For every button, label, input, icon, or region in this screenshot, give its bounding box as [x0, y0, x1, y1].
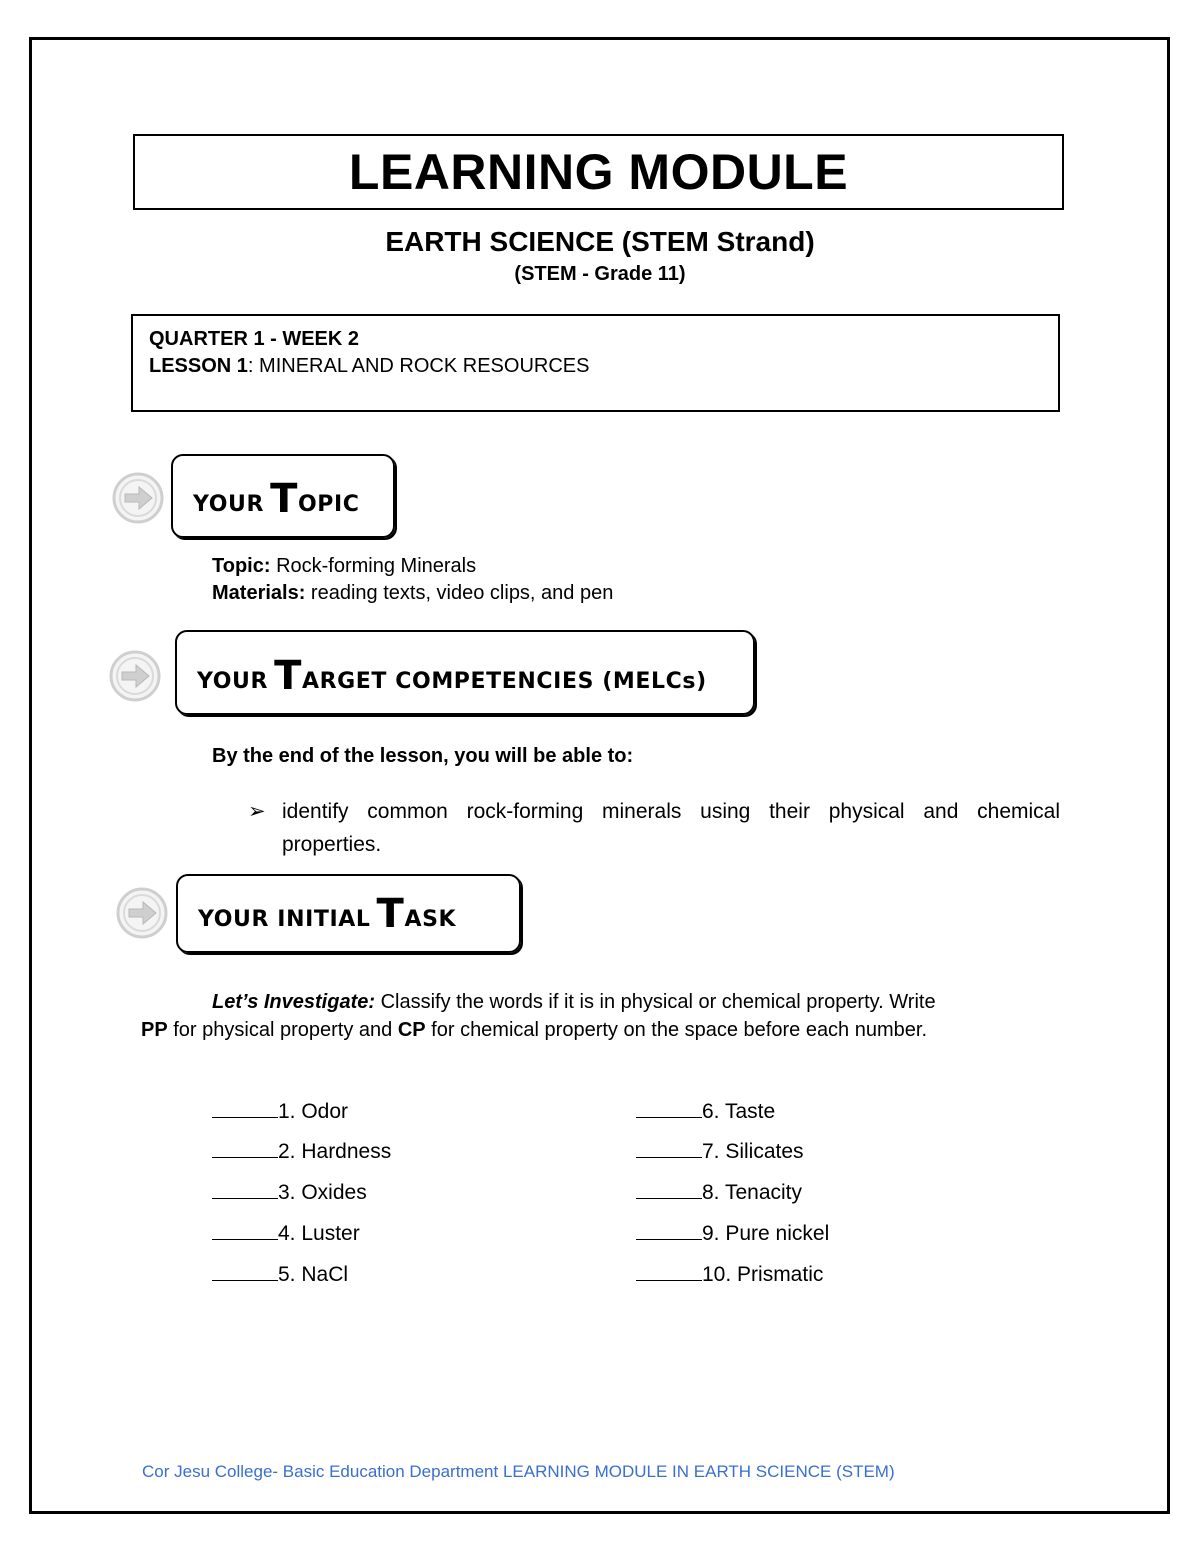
list-item [212, 1220, 360, 1246]
bullet-arrow-icon: ➢ [248, 800, 266, 823]
list-item [636, 1179, 802, 1205]
answer-blank[interactable] [212, 1138, 278, 1158]
list-item [212, 1138, 391, 1164]
instr-line-2 [141, 1016, 1061, 1044]
list-item [212, 1179, 367, 1205]
title-box [133, 134, 1064, 210]
topic-line [212, 553, 476, 580]
answer-blank[interactable] [636, 1098, 702, 1118]
list-item [212, 1261, 348, 1287]
list-item [636, 1261, 823, 1287]
topic-label: Topic: [212, 555, 271, 577]
head-topic-pre: YOUR [193, 492, 265, 517]
quarter-box [131, 314, 1060, 412]
head-task-pre: YOUR INITIAL [198, 907, 371, 932]
item-label: 5. NaCl [278, 1263, 349, 1286]
list-item [636, 1138, 804, 1164]
head-task-rest: ASK [404, 907, 457, 932]
item-label: 8. Tenacity [702, 1181, 803, 1204]
objective-item [248, 795, 1060, 861]
section-head-competencies [175, 630, 755, 715]
page-title: LEARNING MODULE [348, 144, 849, 200]
answer-blank[interactable] [636, 1220, 702, 1240]
list-item [212, 1098, 348, 1124]
item-label: 9. Pure nickel [702, 1222, 830, 1245]
instr-line-1 [141, 988, 1061, 1016]
lesson-label: LESSON 1 [149, 355, 248, 377]
instr-italic: Let’s Investigate: [212, 991, 376, 1013]
materials-value: reading texts, video clips, and pen [305, 582, 614, 604]
head-topic-cap: T [270, 476, 298, 522]
answer-blank[interactable] [636, 1138, 702, 1158]
answer-blank[interactable] [212, 1220, 278, 1240]
quarter-week: QUARTER 1 - WEEK 2 [149, 328, 360, 350]
instr-pp: PP [141, 1019, 168, 1041]
item-label: 6. Taste [702, 1100, 776, 1123]
topic-value: Rock-forming Minerals [270, 555, 477, 577]
objective-text: identify common rock-forming minerals using their physical and chemical properties. [282, 800, 1060, 856]
item-label: 4. Luster [278, 1222, 360, 1245]
answer-blank[interactable] [636, 1261, 702, 1281]
instr-text-3: for chemical property on the space before each number. [425, 1019, 928, 1041]
list-item [636, 1098, 775, 1124]
head-comp-rest: ARGET COMPETENCIES (MELCs) [301, 669, 707, 694]
item-label: 10. Prismatic [702, 1263, 824, 1286]
subject-heading: EARTH SCIENCE (STEM Strand) [385, 226, 815, 257]
item-label: 1. Odor [278, 1100, 349, 1123]
instr-cp: CP [397, 1019, 426, 1041]
answer-blank[interactable] [212, 1261, 278, 1281]
section-head-task [176, 874, 521, 953]
competencies-lead: By the end of the lesson, you will be able to: [212, 745, 634, 767]
materials-line [212, 580, 613, 607]
head-topic-rest: OPIC [297, 492, 360, 517]
footer-text: Cor Jesu College- Basic Education Department LEARNING MODULE IN EARTH SCIENCE (STEM) [142, 1462, 895, 1481]
materials-label: Materials: [212, 582, 306, 604]
answer-blank[interactable] [212, 1179, 278, 1199]
head-task-cap: T [376, 891, 405, 937]
section-head-topic [171, 454, 395, 538]
arrow-right-circle-icon [116, 887, 168, 939]
instr-text-2: for physical property and [167, 1019, 398, 1041]
page-border [29, 37, 1170, 1514]
head-comp-cap: T [274, 653, 302, 699]
answer-blank[interactable] [636, 1179, 702, 1199]
lesson-title: : MINERAL AND ROCK RESOURCES [247, 355, 590, 377]
task-instructions [141, 988, 1061, 1044]
answer-blank[interactable] [212, 1098, 278, 1118]
grade-heading: (STEM - Grade 11) [514, 263, 686, 285]
list-item [636, 1220, 829, 1246]
item-label: 2. Hardness [278, 1140, 392, 1163]
arrow-right-circle-icon [109, 650, 161, 702]
arrow-right-circle-icon [112, 472, 164, 524]
instr-text-1: Classify the words if it is in physical or chemical property. Write [375, 991, 936, 1013]
item-label: 3. Oxides [278, 1181, 367, 1204]
item-label: 7. Silicates [702, 1140, 804, 1163]
lesson-line [149, 353, 1042, 380]
head-comp-pre: YOUR [197, 669, 269, 694]
